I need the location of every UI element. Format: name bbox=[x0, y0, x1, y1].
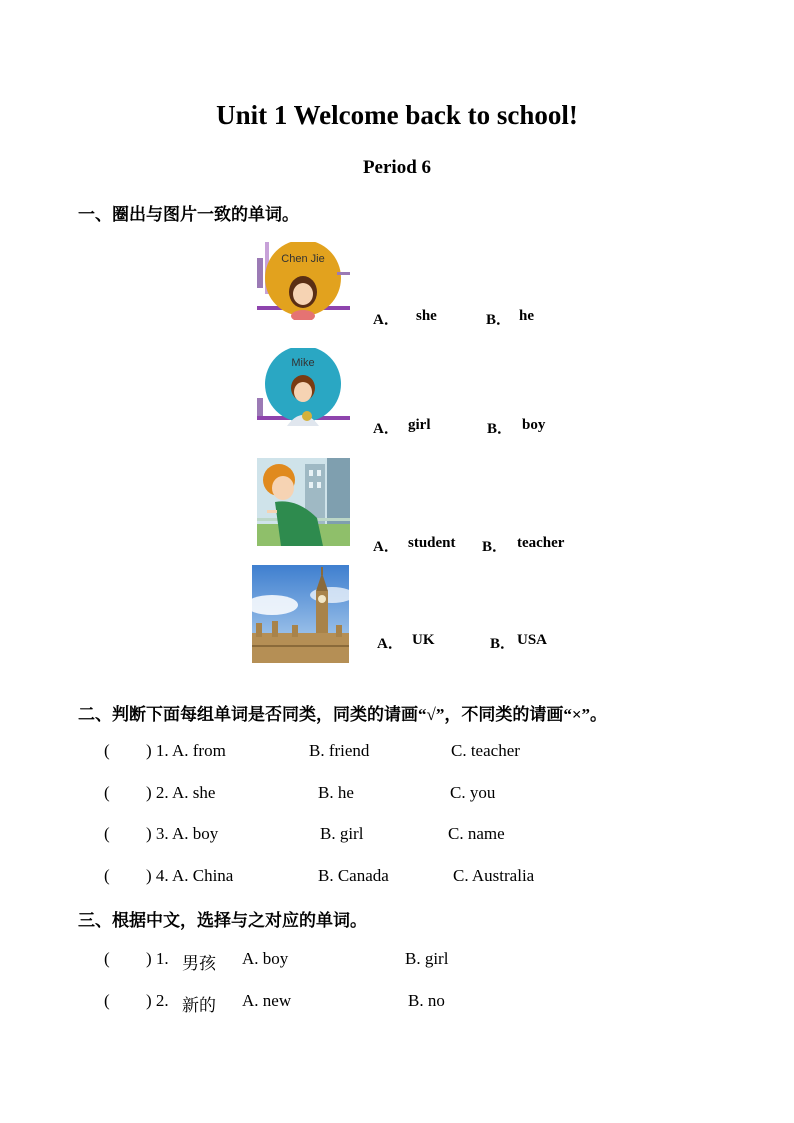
s2-row4-question: ) 4. A. China bbox=[146, 866, 234, 885]
s3-row2-paren[interactable]: ( bbox=[104, 991, 110, 1010]
s2-row2-question: ) 2. A. she bbox=[146, 783, 216, 802]
s3-row2-option-b: B. no bbox=[408, 991, 445, 1010]
s3-row1-chinese: 男孩 bbox=[182, 954, 216, 973]
s2-row4-paren[interactable]: ( bbox=[104, 866, 110, 885]
item4-option-b-letter: B． bbox=[490, 636, 516, 652]
s3-row2-option-a: A. new bbox=[242, 991, 292, 1010]
item2-option-a-word[interactable]: girl bbox=[408, 417, 431, 433]
s2-row1-question: ) 1. A. from bbox=[146, 741, 226, 760]
big-ben-picture bbox=[252, 565, 349, 663]
item1-option-b-letter: B． bbox=[486, 312, 512, 328]
item3-option-b-letter: B． bbox=[482, 539, 508, 555]
item1-option-b-word[interactable]: he bbox=[519, 308, 534, 324]
item3-option-a-word[interactable]: student bbox=[408, 535, 456, 551]
chen-jie-caption: Chen Jie bbox=[281, 253, 325, 265]
s2-row2-paren[interactable]: ( bbox=[104, 783, 110, 802]
s2-row1-option-b: B. friend bbox=[309, 741, 370, 760]
s2-row3-option-c: C. name bbox=[448, 824, 505, 843]
mike-picture bbox=[257, 348, 350, 426]
s2-row3-question: ) 3. A. boy bbox=[146, 824, 219, 843]
section3-heading: 三、根据中文，选择与之对应的单词。 bbox=[78, 911, 367, 930]
page-subtitle: Period 6 bbox=[362, 157, 432, 178]
s2-row3-option-b: B. girl bbox=[320, 824, 364, 843]
s2-row3-paren[interactable]: ( bbox=[104, 824, 110, 843]
s2-row2-option-c: C. you bbox=[450, 783, 496, 802]
page-title: Unit 1 Welcome back to school! bbox=[216, 100, 578, 130]
teacher-picture bbox=[257, 458, 350, 546]
s2-row1-option-c: C. teacher bbox=[451, 741, 520, 760]
item4-option-a-letter: A． bbox=[377, 636, 403, 652]
s3-row2-chinese: 新的 bbox=[182, 996, 216, 1015]
section2-heading: 二、判断下面每组单词是否同类，同类的请画“√”，不同类的请画“×”。 bbox=[78, 705, 608, 724]
mike-caption: Mike bbox=[291, 357, 315, 369]
s3-row1-number: ) 1. bbox=[146, 949, 169, 968]
chen-jie-picture bbox=[257, 242, 350, 320]
s2-row4-option-c: C. Australia bbox=[453, 866, 535, 885]
section1-heading: 一、圈出与图片一致的单词。 bbox=[78, 205, 299, 224]
s3-row2-number: ) 2. bbox=[146, 991, 169, 1010]
s3-row1-option-b: B. girl bbox=[405, 949, 449, 968]
s2-row1-paren[interactable]: ( bbox=[104, 741, 110, 760]
item3-option-b-word[interactable]: teacher bbox=[517, 535, 565, 551]
s3-row1-option-a: A. boy bbox=[242, 949, 289, 968]
s3-row1-paren[interactable]: ( bbox=[104, 949, 110, 968]
s2-row4-option-b: B. Canada bbox=[318, 866, 389, 885]
item4-option-b-word[interactable]: USA bbox=[517, 632, 548, 648]
item2-option-b-letter: B． bbox=[487, 421, 513, 437]
item4-option-a-word[interactable]: UK bbox=[412, 632, 435, 648]
item3-option-a-letter: A． bbox=[373, 539, 399, 555]
s2-row2-option-b: B. he bbox=[318, 783, 354, 802]
item2-option-a-letter: A． bbox=[373, 421, 399, 437]
item2-option-b-word[interactable]: boy bbox=[522, 417, 546, 433]
item1-option-a-letter: A． bbox=[373, 312, 399, 328]
item1-option-a-word[interactable]: she bbox=[416, 308, 437, 324]
